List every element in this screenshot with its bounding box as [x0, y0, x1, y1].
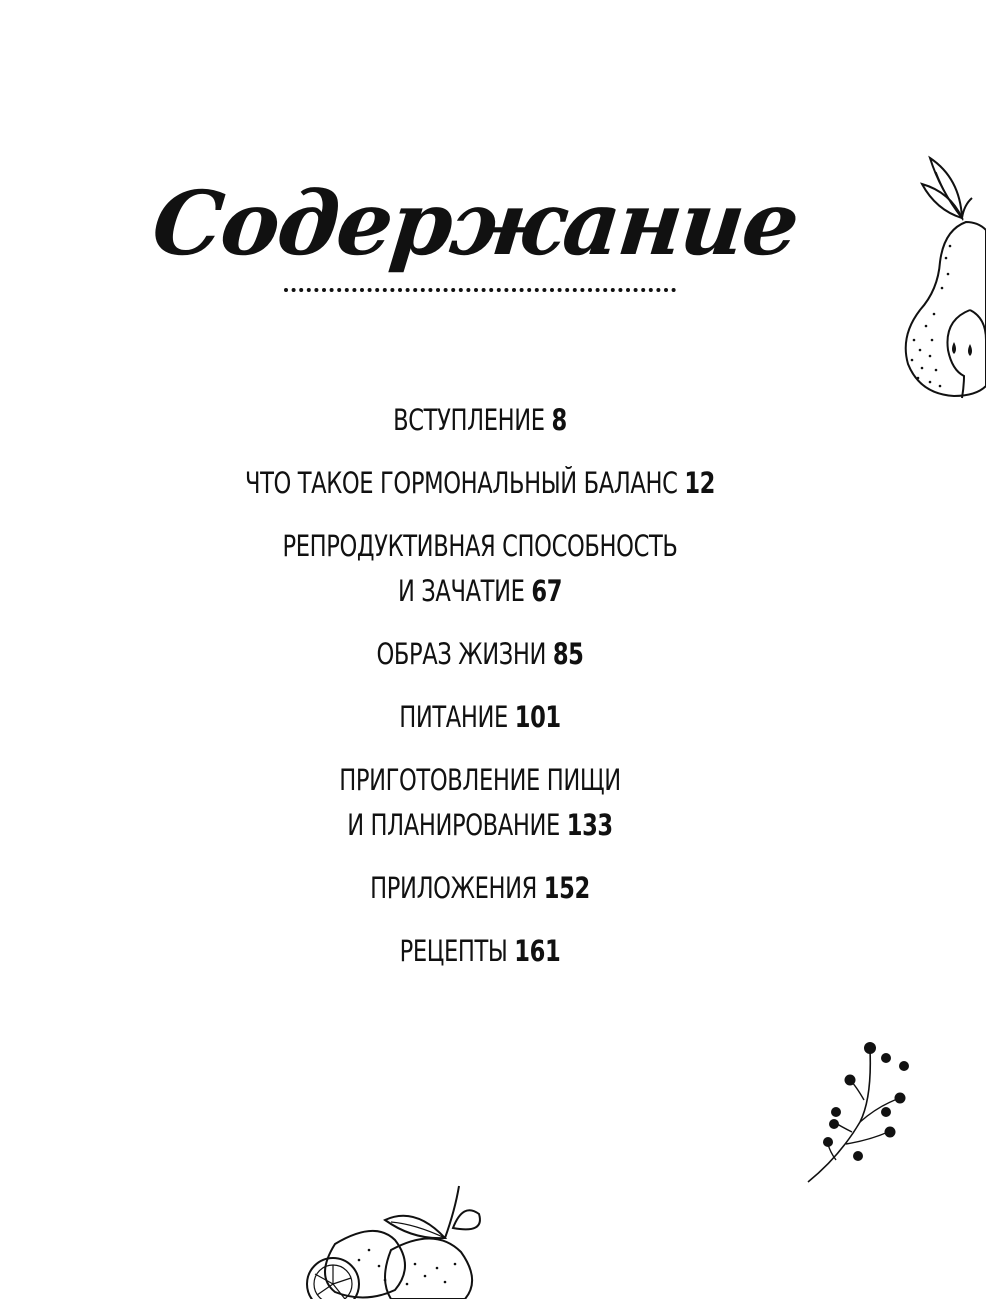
toc-page-number: 8	[551, 403, 567, 437]
toc-entry-title: И ЗАЧАТИЕ	[397, 574, 525, 608]
toc-entry[interactable]	[0, 632, 960, 677]
toc-page-number: 67	[531, 574, 563, 608]
toc-entry-title: ПИТАНИЕ	[399, 700, 508, 734]
toc-entry-title: ПРИЛОЖЕНИЯ	[370, 871, 537, 905]
toc-page-number: 85	[552, 637, 584, 671]
toc-entry-title: И ПЛАНИРОВАНИЕ	[347, 808, 560, 842]
dotted-divider	[284, 287, 682, 293]
toc-entry-title: ОБРАЗ ЖИЗНИ	[376, 637, 547, 671]
toc-entry[interactable]	[0, 866, 960, 911]
table-of-contents	[0, 398, 960, 992]
lemon-icon	[295, 1180, 495, 1299]
toc-entry[interactable]	[0, 398, 960, 443]
toc-entry[interactable]	[0, 524, 960, 614]
berry-branch-icon	[800, 1036, 920, 1186]
pear-icon	[890, 150, 986, 410]
toc-entry-title: ПРИГОТОВЛЕНИЕ ПИЩИ	[339, 763, 621, 797]
toc-page-number: 152	[543, 871, 590, 905]
toc-page-number: 161	[514, 934, 561, 968]
toc-page-number: 101	[514, 700, 561, 734]
toc-entry-title: ВСТУПЛЕНИЕ	[393, 403, 545, 437]
toc-entry-title: РЕПРОДУКТИВНАЯ СПОСОБНОСТЬ	[282, 529, 678, 563]
toc-page-number: 133	[566, 808, 613, 842]
toc-entry-title: РЕЦЕПТЫ	[399, 934, 508, 968]
toc-entry[interactable]	[0, 758, 960, 848]
toc-entry[interactable]	[0, 695, 960, 740]
toc-entry-title: ЧТО ТАКОЕ ГОРМОНАЛЬНЫЙ БАЛАНС	[244, 466, 678, 500]
toc-page-number: 12	[684, 466, 716, 500]
toc-entry[interactable]	[0, 461, 960, 506]
toc-entry[interactable]	[0, 929, 960, 974]
page-title: Содержание	[147, 170, 803, 275]
